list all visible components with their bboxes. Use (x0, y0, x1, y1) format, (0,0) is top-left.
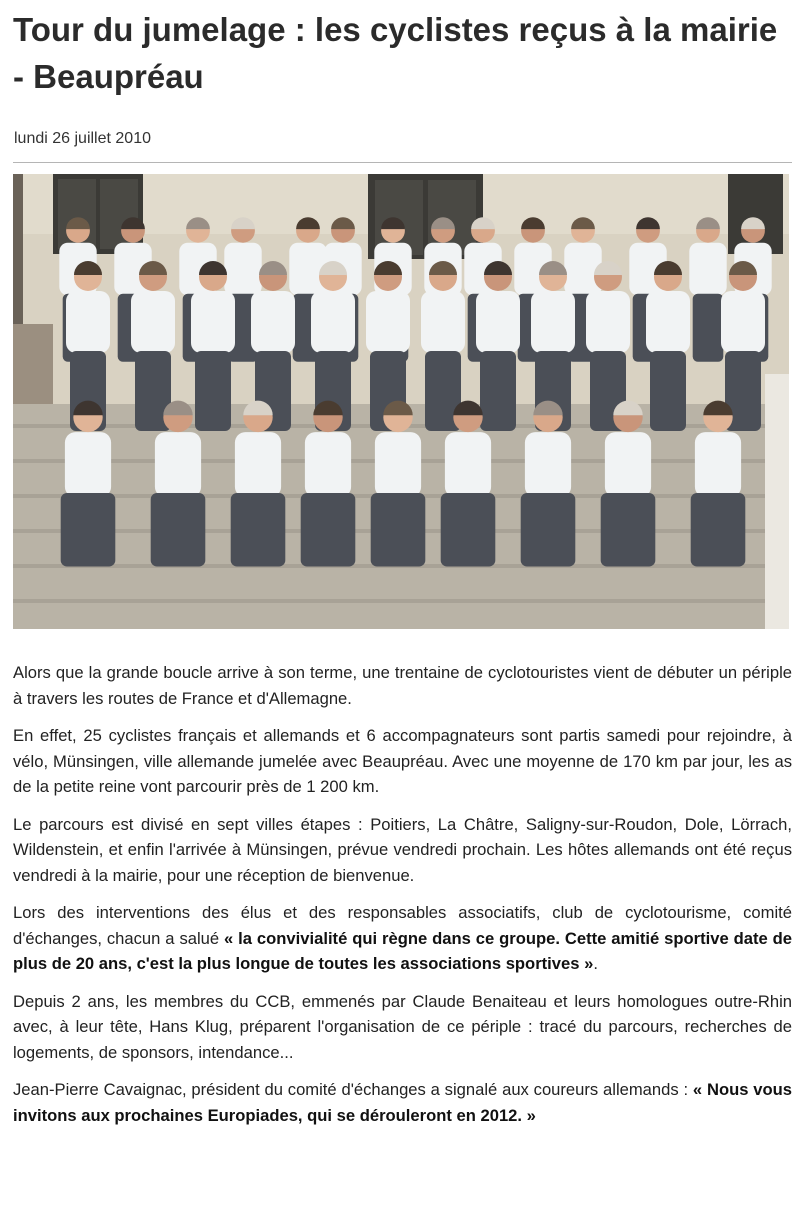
quote: « la convivialité qui règne dans ce groupe. Cette amitié sportive date de plus de 20 ans, c'est la plus longue de toutes les associations sportives » (13, 928, 792, 973)
quote: « Nous vous invitons aux prochaines Europiades, qui se dérouleront en 2012. » (13, 1080, 792, 1125)
article-title: Tour du jumelage : les cyclistes reçus à la mairie - Beaupréau (13, 11, 778, 95)
divider (13, 162, 792, 163)
article-paragraph: Alors que la grande boucle arrive à son terme, une trentaine de cyclotouristes vient de débuter un périple à travers les routes de France et d'Allemagne. (13, 663, 792, 708)
article-body (13, 660, 792, 1140)
publication-date: lundi 26 juillet 2010 (14, 130, 151, 147)
article-paragraph: Lors des interventions des élus et des responsables associatifs, club de cyclotourisme, comité d'échanges, chacun a salué « la convivialité qui règne dans ce groupe. Cette amitié sportive date de plus de 20 ans, c'est la plus longue de toutes les associations sportives ». (13, 903, 792, 973)
article-paragraph: Depuis 2 ans, les membres du CCB, emmenés par Claude Benaiteau et leurs homologues outre-Rhin avec, à leur tête, Hans Klug, préparent l'organisation de ce périple : tracé du parcours, recherches de logements, de sponsors, intendance... (13, 991, 792, 1062)
article-paragraph: Le parcours est divisé en sept villes étapes : Poitiers, La Châtre, Saligny-sur-Roudon, Dole, Lörrach, Wildenstein, et enfin l'arrivée à Münsingen, prévue vendredi prochain. Les hôtes allemands ont été reçus vendredi à la mairie, pour une réception de bienvenue. (13, 814, 792, 885)
article-paragraph: Jean-Pierre Cavaignac, président du comité d'échanges a signalé aux coureurs allemands : « Nous vous invitons aux prochaines Europiades, qui se dérouleront en 2012. » (13, 1080, 792, 1125)
group-photo (13, 174, 789, 629)
article-paragraph: En effet, 25 cyclistes français et allemands et 6 accompagnateurs sont partis samedi pour rejoindre, à vélo, Münsingen, ville allemande jumelée avec Beaupréau. Avec une moyenne de 170 km par jour, les as de la petite reine vont parcourir près de 1 200 km. (13, 726, 792, 796)
